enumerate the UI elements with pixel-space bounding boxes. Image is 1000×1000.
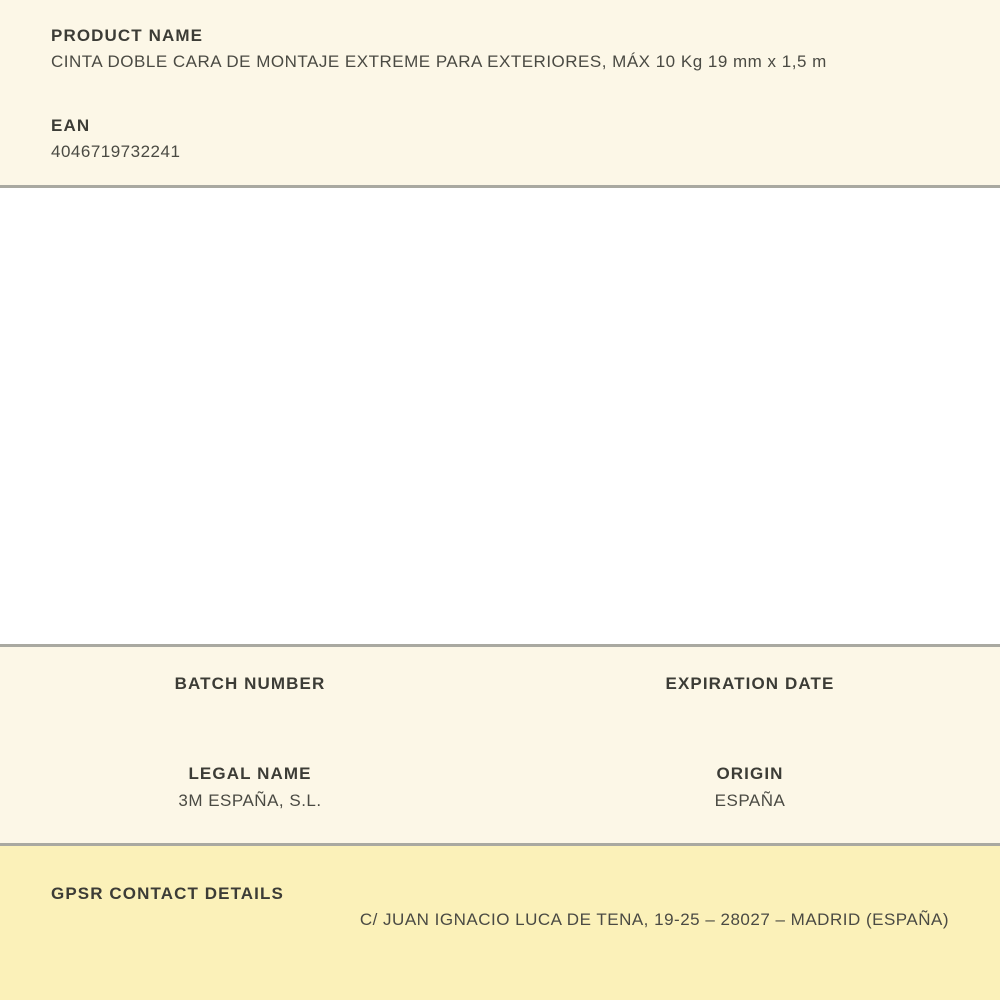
batch-number-value [0,702,500,719]
origin-label: ORIGIN [716,764,784,783]
expiration-date-value [500,702,1000,719]
ean-label: EAN [51,116,91,135]
product-details-section [0,647,1000,843]
legal-name-field [0,765,500,809]
batch-number-label: BATCH NUMBER [174,674,326,693]
expiration-date-label: EXPIRATION DATE [665,674,835,693]
details-row-legal-origin [0,765,1000,809]
product-name-value: CINTA DOBLE CARA DE MONTAJE EXTREME PARA EXTERIORES, MÁX 10 Kg 19 mm x 1,5 m [51,52,827,71]
product-name-label: PRODUCT NAME [51,26,204,45]
ean-value: 4046719732241 [51,142,181,161]
expiration-date-field [500,675,1000,719]
origin-value: ESPAÑA [714,791,786,810]
gpsr-contact-section [0,846,1000,1000]
batch-number-field [0,675,500,719]
product-image-area [0,188,1000,644]
details-row-batch-expiration [0,675,1000,719]
legal-name-value: 3M ESPAÑA, S.L. [178,791,322,810]
gpsr-contact-address: C/ JUAN IGNACIO LUCA DE TENA, 19-25 – 28027 – MADRID (ESPAÑA) [359,910,949,929]
gpsr-contact-label: GPSR CONTACT DETAILS [51,884,284,903]
product-header-section [0,0,1000,185]
origin-field [500,765,1000,809]
ean-field [51,117,949,160]
legal-name-label: LEGAL NAME [188,764,312,783]
product-name-field [51,27,949,70]
